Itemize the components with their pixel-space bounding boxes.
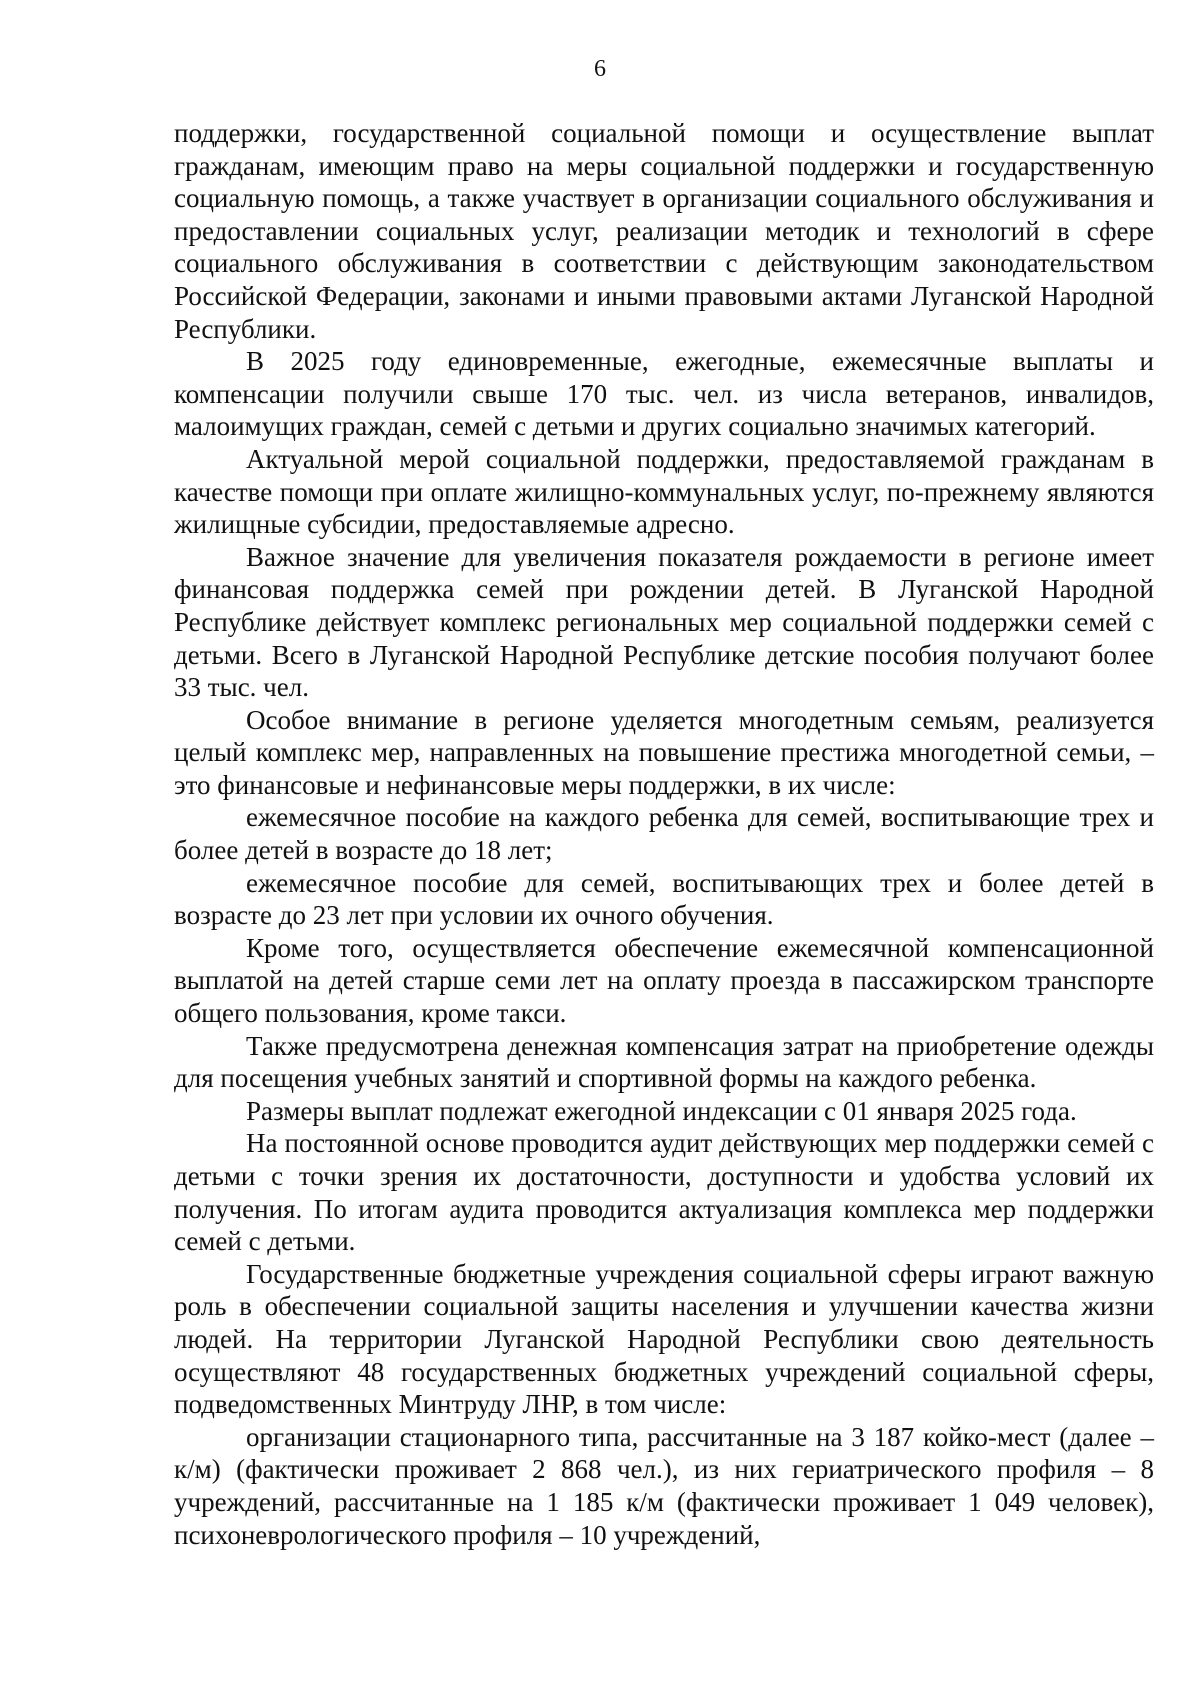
list-item-stationary-organizations: организации стационарного типа, рассчитанные на 3 187 койко-мест (далее – к/м) (фактически проживает 2 868 чел.), из них гериатрического профиля – 8 учреждений, рассчитанные на 1 185 к/м (фактически проживает 1 049 человек), психоневрологического профиля – 10 учреждений,	[174, 1421, 1154, 1550]
paragraph-institutions: Государственные бюджетные учреждения социальной сферы играют важную роль в обеспечении социальной защиты населения и улучшении качества жизни людей. На территории Луганской Народной Республики свою деятельность осуществляют 48 государственных бюджетных учреждений социальной сферы, подведомственных Минтруду ЛНР, в том числе:	[174, 1258, 1154, 1420]
paragraph-large-families: Особое внимание в регионе уделяется многодетным семьям, реализуется целый комплекс мер, направленных на повышение престижа многодетной семьи, – это финансовые и нефинансовые меры поддержки, в их числе:	[174, 704, 1154, 800]
page-number: 6	[594, 56, 606, 82]
paragraph-transport-compensation: Кроме того, осуществляется обеспечение ежемесячной компенсационной выплатой на детей старше семи лет на оплату проезда в пассажирском транспорте общего пользования, кроме такси.	[174, 932, 1154, 1029]
paragraph-housing-subsidies: Актуальной мерой социальной поддержки, предоставляемой гражданам в качестве помощи при оплате жилищно-коммунальных услуг, по-прежнему являются жилищные субсидии, предоставляемые адресно.	[174, 443, 1154, 540]
paragraph-continuation: поддержки, государственной социальной помощи и осуществление выплат гражданам, имеющим право на меры социальной поддержки и государственную социальную помощь, а также участвует в организации социального обслуживания и предоставлении социальных услуг, реализации методик и технологий в сфере социального обслуживания в соответствии с действующим законодательством Российской Федерации, законами и иными правовыми актами Луганской Народной Республики.	[174, 118, 1154, 344]
document-body	[174, 117, 1154, 1551]
paragraph-indexation: Размеры выплат подлежат ежегодной индексации с 01 января 2025 года.	[246, 1095, 1077, 1126]
paragraph-payments-2025: В 2025 году единовременные, ежегодные, ежемесячные выплаты и компенсации получили свыше 170 тыс. чел. из числа ветеранов, инвалидов, малоимущих граждан, семей с детьми и других социально значимых категорий.	[174, 346, 1154, 442]
paragraph-clothing-compensation: Также предусмотрена денежная компенсация затрат на приобретение одежды для посещения учебных занятий и спортивной формы на каждого ребенка.	[174, 1030, 1154, 1094]
paragraph-birth-support: Важное значение для увеличения показателя рождаемости в регионе имеет финансовая поддержка семей при рождении детей. В Луганской Народной Республике действует комплекс региональных мер социальной поддержки семей с детьми. Всего в Луганской Народной Республике детские пособия получают более 33 тыс. чел.	[174, 541, 1154, 703]
list-item-monthly-allowance-23: ежемесячное пособие для семей, воспитывающих трех и более детей в возрасте до 23 лет при условии их очного обучения.	[174, 867, 1154, 931]
list-item-monthly-allowance-18: ежемесячное пособие на каждого ребенка для семей, воспитывающие трех и более детей в возрасте до 18 лет;	[174, 802, 1154, 866]
paragraph-audit: На постоянной основе проводится аудит действующих мер поддержки семей с детьми с точки зрения их достаточности, доступности и удобства условий их получения. По итогам аудита проводится актуализация комплекса мер поддержки семей с детьми.	[174, 1128, 1154, 1257]
